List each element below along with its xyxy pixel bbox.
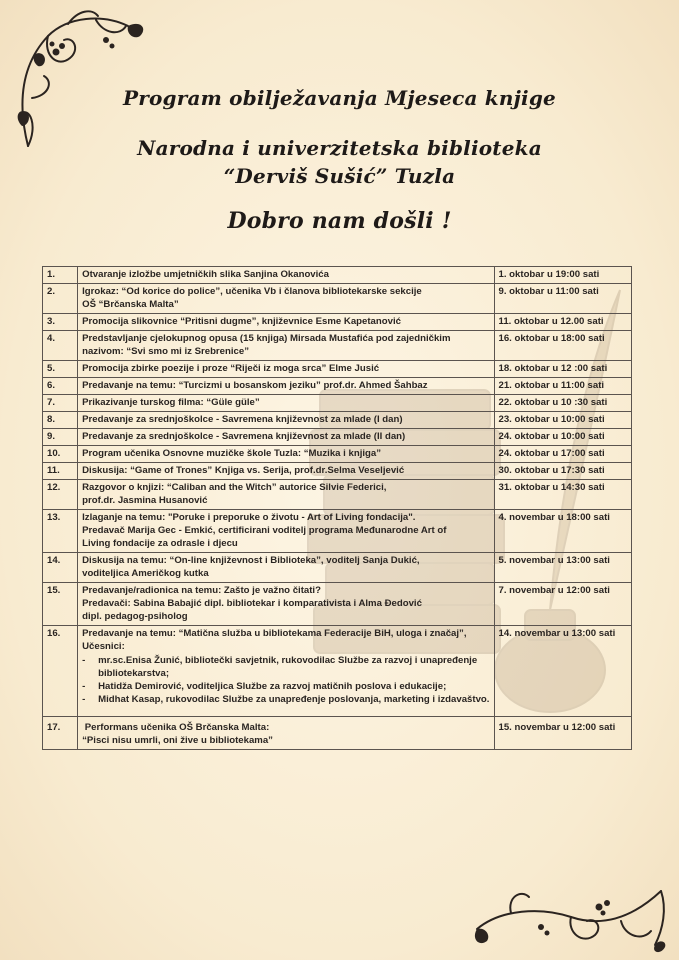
event-description: Predavanje na temu: “Matična služba u bibliotekama Federacije BiH, uloga i značaj”, Učesnici: - mr.sc.Enisa Žunić, bibliotečki savjetnik, rukovodilac Službe za razvoj i unapređenje bibliotekarstva; - Hatidža Demirović, voditeljica Službe za razvoj matičnih poslova i edukacije; - Midhat Kasap, rukovodilac Službe za unapređenje poslovanja, marketing i izdavaštvo. [78,626,494,717]
event-date: 4. novembar u 18:00 sati [494,510,631,553]
event-date: 9. oktobar u 11:00 sati [494,284,631,314]
event-description: Predavanje na temu: “Turcizmi u bosanskom jeziku” prof.dr. Ahmed Šahbaz [78,378,494,395]
event-date: 24. oktobar u 10:00 sati [494,429,631,446]
table-row [43,553,632,583]
row-number: 14. [43,553,78,583]
row-number: 15. [43,583,78,626]
event-date: 18. oktobar u 12 :00 sati [494,361,631,378]
row-number: 7. [43,395,78,412]
library-name: Narodna i univerzitetska biblioteka [137,136,542,160]
welcome-heading: Dobro nam došli ! [227,208,452,234]
speakers-list [82,654,489,706]
row-number: 12. [43,480,78,510]
table-row [43,314,632,331]
floral-ornament-bottom-right-icon [471,879,671,954]
event-date: 15. novembar u 12:00 sati [494,717,631,750]
floral-ornament-top-left-icon [8,6,158,156]
event-date: 5. novembar u 13:00 sati [494,553,631,583]
table-row [43,395,632,412]
table-row [43,480,632,510]
event-description: Predstavljanje cjelokupnog opusa (15 knjiga) Mirsada Mustafića pod zajedničkim nazivom: “Svi smo mi iz Srebrenice” [78,331,494,361]
row-number: 6. [43,378,78,395]
library-name-city: “Derviš Sušić” Tuzla [223,164,456,188]
event-date: 22. oktobar u 10 :30 sati [494,395,631,412]
event-description: Promocija slikovnice “Pritisni dugme”, književnice Esme Kapetanović [78,314,494,331]
table-row [43,361,632,378]
row-number: 3. [43,314,78,331]
row-number: 11. [43,463,78,480]
event-date: 21. oktobar u 11:00 sati [494,378,631,395]
event-date: 31. oktobar u 14:30 sati [494,480,631,510]
table-row [43,583,632,626]
event-description: Predavanje za srednjoškolce - Savremena književnost za mlade (I dan) [78,412,494,429]
row-number: 16. [43,626,78,717]
event-description: Promocija zbirke poezije i proze “Riječi iz moga srca” Elme Jusić [78,361,494,378]
row-number: 8. [43,412,78,429]
program-title: Program obilježavanja Mjeseca knjige [123,86,556,110]
table-row [43,510,632,553]
table-row [43,463,632,480]
event-description: Program učenika Osnovne muzičke škole Tuzla: “Muzika i knjiga” [78,446,494,463]
row-number: 9. [43,429,78,446]
row-number: 2. [43,284,78,314]
list-item: - Midhat Kasap, rukovodilac Službe za unapređenje poslovanja, marketing i izdavaštvo. [82,693,489,706]
event-description: Diskusija: “Game of Trones” Knjiga vs. Serija, prof.dr.Selma Veseljević [78,463,494,480]
table-row [43,717,632,750]
table-row [43,412,632,429]
program-table [42,266,632,750]
list-item: - mr.sc.Enisa Žunić, bibliotečki savjetnik, rukovodilac Službe za razvoj i unapređenje bibliotekarstva; [82,654,489,680]
event-date: 11. oktobar u 12.00 sati [494,314,631,331]
event-date: 7. novembar u 12:00 sati [494,583,631,626]
event-description: Diskusija na temu: “On-line književnost i Biblioteka”, voditelj Sanja Dukić, voditeljica Američkog kutka [78,553,494,583]
event-description: Razgovor o knjizi: “Caliban and the Witch” autorice Silvie Federici, prof.dr. Jasmina Husanović [78,480,494,510]
table-row [43,378,632,395]
row-number: 10. [43,446,78,463]
event-description: Prikazivanje turskog filma: “Güle güle” [78,395,494,412]
event-description: Izlaganje na temu: "Poruke i preporuke o životu - Art of Living fondacija". Predavač Marija Gec - Emkić, certificirani voditelj programa Međunarodne Art of Living fondacije za odrasle i djecu [78,510,494,553]
row-number: 13. [43,510,78,553]
event-description: Otvaranje izložbe umjetničkih slika Sanjina Okanovića [78,267,494,284]
table-row [43,429,632,446]
table-row [43,267,632,284]
event-description: Predavanje za srednjoškolce - Savremena književnost za mlade (II dan) [78,429,494,446]
event-date: 14. novembar u 13:00 sati [494,626,631,717]
event-date: 16. oktobar u 18:00 sati [494,331,631,361]
event-description: Igrokaz: “Od korice do police”, učenika Vb i članova bibliotekarske sekcije OŠ “Brčanska Malta” [78,284,494,314]
event-date: 23. oktobar u 10:00 sati [494,412,631,429]
event-date: 1. oktobar u 19:00 sati [494,267,631,284]
row-number: 17. [43,717,78,750]
event-date: 30. oktobar u 17:30 sati [494,463,631,480]
event-date: 24. oktobar u 17:00 sati [494,446,631,463]
row-number: 1. [43,267,78,284]
table-row [43,626,632,717]
event-description: Performans učenika OŠ Brčanska Malta: “Pisci nisu umrli, oni žive u bibliotekama” [78,717,494,750]
table-row [43,284,632,314]
table-row [43,446,632,463]
event-description: Predavanje/radionica na temu: Zašto je važno čitati? Predavači: Sabina Babajić dipl. bibliotekar i komparativista i Alma Đedović dipl. pedagog-psiholog [78,583,494,626]
row-number: 4. [43,331,78,361]
table-row [43,331,632,361]
list-item: - Hatidža Demirović, voditeljica Službe za razvoj matičnih poslova i edukacije; [82,680,489,693]
row-number: 5. [43,361,78,378]
